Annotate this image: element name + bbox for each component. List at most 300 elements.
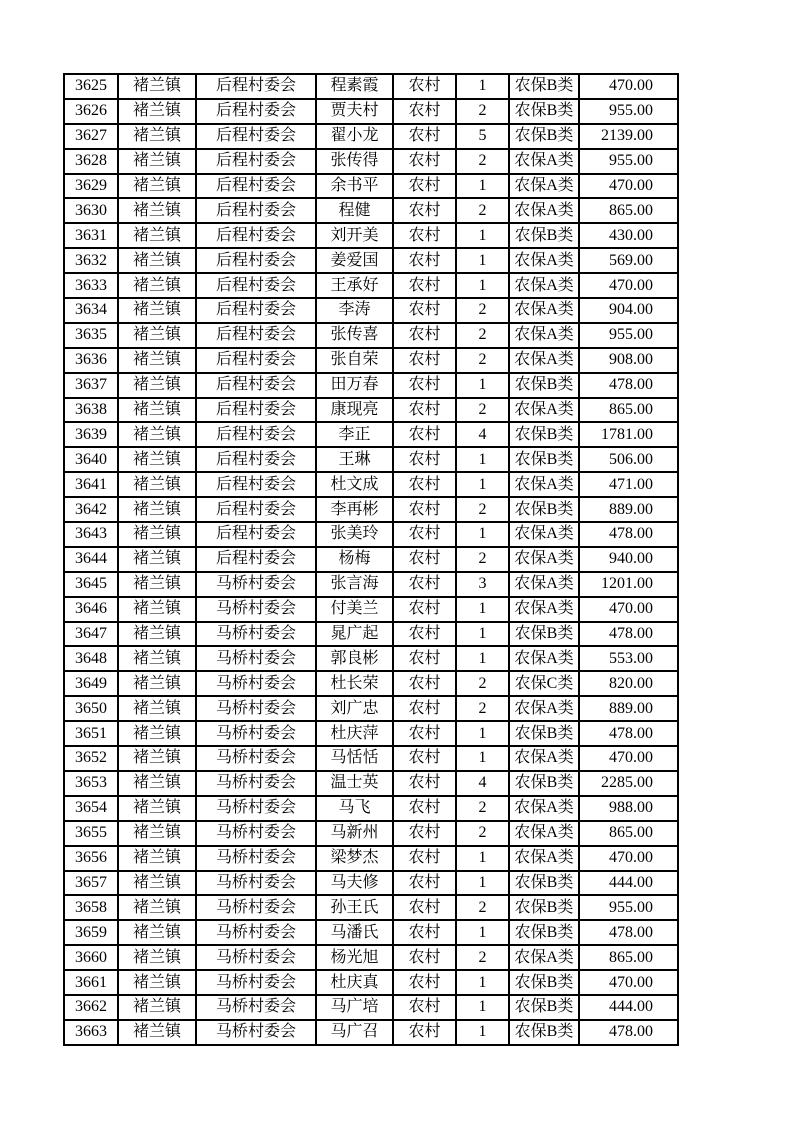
cell-person-count: 1 xyxy=(456,174,509,199)
cell-person-name: 李涛 xyxy=(316,298,393,323)
cell-person-name: 杨光旭 xyxy=(316,945,393,970)
cell-residence-type: 农村 xyxy=(393,746,456,771)
cell-town: 褚兰镇 xyxy=(118,547,196,572)
cell-person-count: 1 xyxy=(456,223,509,248)
cell-town: 褚兰镇 xyxy=(118,721,196,746)
cell-village-committee: 后程村委会 xyxy=(196,223,316,248)
table-row xyxy=(64,771,678,796)
cell-person-name: 张言海 xyxy=(316,572,393,597)
table-row xyxy=(64,895,678,920)
cell-person-count: 1 xyxy=(456,970,509,995)
cell-village-committee: 马桥村委会 xyxy=(196,746,316,771)
cell-insurance-category: 农保A类 xyxy=(509,696,579,721)
cell-town: 褚兰镇 xyxy=(118,472,196,497)
table-row xyxy=(64,422,678,447)
table-row xyxy=(64,373,678,398)
cell-insurance-category: 农保B类 xyxy=(509,223,579,248)
cell-person-name: 马恬恬 xyxy=(316,746,393,771)
cell-serial-number: 3656 xyxy=(64,846,118,871)
cell-insurance-category: 农保A类 xyxy=(509,821,579,846)
table-row xyxy=(64,497,678,522)
cell-amount: 430.00 xyxy=(579,223,678,248)
table-row xyxy=(64,1020,678,1045)
cell-amount: 471.00 xyxy=(579,472,678,497)
cell-amount: 955.00 xyxy=(579,323,678,348)
cell-amount: 2285.00 xyxy=(579,771,678,796)
cell-amount: 478.00 xyxy=(579,522,678,547)
cell-amount: 904.00 xyxy=(579,298,678,323)
cell-insurance-category: 农保B类 xyxy=(509,74,579,99)
cell-residence-type: 农村 xyxy=(393,422,456,447)
cell-insurance-category: 农保A类 xyxy=(509,547,579,572)
table-row xyxy=(64,198,678,223)
cell-village-committee: 后程村委会 xyxy=(196,273,316,298)
cell-residence-type: 农村 xyxy=(393,447,456,472)
cell-amount: 470.00 xyxy=(579,174,678,199)
cell-insurance-category: 农保B类 xyxy=(509,871,579,896)
cell-insurance-category: 农保A类 xyxy=(509,248,579,273)
cell-serial-number: 3637 xyxy=(64,373,118,398)
cell-person-name: 付美兰 xyxy=(316,597,393,622)
cell-person-name: 刘广忠 xyxy=(316,696,393,721)
cell-amount: 478.00 xyxy=(579,1020,678,1045)
cell-residence-type: 农村 xyxy=(393,348,456,373)
cell-person-name: 王琳 xyxy=(316,447,393,472)
cell-insurance-category: 农保A类 xyxy=(509,298,579,323)
cell-amount: 865.00 xyxy=(579,198,678,223)
cell-town: 褚兰镇 xyxy=(118,920,196,945)
table-row xyxy=(64,547,678,572)
cell-person-count: 3 xyxy=(456,572,509,597)
cell-serial-number: 3632 xyxy=(64,248,118,273)
cell-person-count: 1 xyxy=(456,74,509,99)
table-row xyxy=(64,472,678,497)
cell-village-committee: 后程村委会 xyxy=(196,547,316,572)
cell-village-committee: 马桥村委会 xyxy=(196,572,316,597)
cell-person-name: 田万春 xyxy=(316,373,393,398)
cell-person-count: 2 xyxy=(456,348,509,373)
cell-residence-type: 农村 xyxy=(393,323,456,348)
cell-town: 褚兰镇 xyxy=(118,522,196,547)
cell-person-name: 温士英 xyxy=(316,771,393,796)
table-row xyxy=(64,796,678,821)
cell-village-committee: 后程村委会 xyxy=(196,472,316,497)
cell-person-count: 2 xyxy=(456,149,509,174)
table-row xyxy=(64,622,678,647)
cell-village-committee: 后程村委会 xyxy=(196,398,316,423)
cell-serial-number: 3644 xyxy=(64,547,118,572)
cell-person-name: 马潘氏 xyxy=(316,920,393,945)
table-row xyxy=(64,970,678,995)
cell-amount: 553.00 xyxy=(579,646,678,671)
cell-person-name: 李正 xyxy=(316,422,393,447)
cell-insurance-category: 农保A类 xyxy=(509,597,579,622)
cell-town: 褚兰镇 xyxy=(118,622,196,647)
cell-residence-type: 农村 xyxy=(393,597,456,622)
cell-insurance-category: 农保A类 xyxy=(509,746,579,771)
cell-amount: 478.00 xyxy=(579,721,678,746)
cell-person-name: 刘开美 xyxy=(316,223,393,248)
table-row xyxy=(64,348,678,373)
table-row xyxy=(64,99,678,124)
cell-insurance-category: 农保A类 xyxy=(509,273,579,298)
cell-village-committee: 马桥村委会 xyxy=(196,821,316,846)
cell-serial-number: 3636 xyxy=(64,348,118,373)
cell-serial-number: 3663 xyxy=(64,1020,118,1045)
cell-town: 褚兰镇 xyxy=(118,373,196,398)
cell-person-count: 2 xyxy=(456,323,509,348)
cell-person-name: 马新州 xyxy=(316,821,393,846)
cell-village-committee: 马桥村委会 xyxy=(196,895,316,920)
cell-village-committee: 马桥村委会 xyxy=(196,721,316,746)
cell-serial-number: 3652 xyxy=(64,746,118,771)
pension-payment-table xyxy=(63,73,679,1046)
cell-village-committee: 后程村委会 xyxy=(196,422,316,447)
cell-residence-type: 农村 xyxy=(393,547,456,572)
cell-person-name: 杜庆真 xyxy=(316,970,393,995)
cell-insurance-category: 农保B类 xyxy=(509,895,579,920)
cell-village-committee: 马桥村委会 xyxy=(196,671,316,696)
cell-town: 褚兰镇 xyxy=(118,646,196,671)
cell-person-count: 1 xyxy=(456,846,509,871)
cell-amount: 865.00 xyxy=(579,945,678,970)
cell-person-count: 1 xyxy=(456,871,509,896)
cell-town: 褚兰镇 xyxy=(118,99,196,124)
table-row xyxy=(64,945,678,970)
cell-village-committee: 后程村委会 xyxy=(196,248,316,273)
table-row xyxy=(64,920,678,945)
cell-town: 褚兰镇 xyxy=(118,895,196,920)
cell-amount: 506.00 xyxy=(579,447,678,472)
cell-town: 褚兰镇 xyxy=(118,821,196,846)
cell-village-committee: 马桥村委会 xyxy=(196,995,316,1020)
cell-serial-number: 3648 xyxy=(64,646,118,671)
cell-amount: 889.00 xyxy=(579,497,678,522)
cell-amount: 1781.00 xyxy=(579,422,678,447)
cell-person-name: 康现亮 xyxy=(316,398,393,423)
cell-person-name: 马广召 xyxy=(316,1020,393,1045)
cell-town: 褚兰镇 xyxy=(118,447,196,472)
cell-insurance-category: 农保B类 xyxy=(509,1020,579,1045)
cell-amount: 470.00 xyxy=(579,746,678,771)
cell-serial-number: 3643 xyxy=(64,522,118,547)
cell-village-committee: 后程村委会 xyxy=(196,124,316,149)
cell-village-committee: 马桥村委会 xyxy=(196,622,316,647)
table-row xyxy=(64,522,678,547)
cell-person-name: 程素霞 xyxy=(316,74,393,99)
cell-person-name: 张自荣 xyxy=(316,348,393,373)
cell-residence-type: 农村 xyxy=(393,472,456,497)
cell-amount: 470.00 xyxy=(579,970,678,995)
cell-serial-number: 3650 xyxy=(64,696,118,721)
cell-insurance-category: 农保A类 xyxy=(509,472,579,497)
cell-village-committee: 后程村委会 xyxy=(196,174,316,199)
cell-town: 褚兰镇 xyxy=(118,174,196,199)
cell-amount: 865.00 xyxy=(579,398,678,423)
cell-residence-type: 农村 xyxy=(393,74,456,99)
table-row xyxy=(64,323,678,348)
cell-serial-number: 3629 xyxy=(64,174,118,199)
cell-town: 褚兰镇 xyxy=(118,497,196,522)
cell-amount: 470.00 xyxy=(579,597,678,622)
cell-serial-number: 3657 xyxy=(64,871,118,896)
table-row xyxy=(64,174,678,199)
cell-person-count: 2 xyxy=(456,547,509,572)
cell-insurance-category: 农保B类 xyxy=(509,99,579,124)
cell-person-count: 1 xyxy=(456,746,509,771)
cell-insurance-category: 农保A类 xyxy=(509,646,579,671)
cell-amount: 1201.00 xyxy=(579,572,678,597)
cell-person-name: 孙王氏 xyxy=(316,895,393,920)
cell-residence-type: 农村 xyxy=(393,522,456,547)
table-row xyxy=(64,871,678,896)
cell-town: 褚兰镇 xyxy=(118,223,196,248)
cell-village-committee: 后程村委会 xyxy=(196,323,316,348)
cell-residence-type: 农村 xyxy=(393,646,456,671)
table-row xyxy=(64,821,678,846)
table-row xyxy=(64,398,678,423)
cell-person-name: 张传喜 xyxy=(316,323,393,348)
cell-town: 褚兰镇 xyxy=(118,671,196,696)
cell-amount: 955.00 xyxy=(579,149,678,174)
cell-insurance-category: 农保B类 xyxy=(509,124,579,149)
cell-serial-number: 3647 xyxy=(64,622,118,647)
cell-person-count: 1 xyxy=(456,248,509,273)
cell-amount: 569.00 xyxy=(579,248,678,273)
cell-amount: 865.00 xyxy=(579,821,678,846)
cell-insurance-category: 农保A类 xyxy=(509,323,579,348)
cell-person-count: 2 xyxy=(456,99,509,124)
cell-village-committee: 后程村委会 xyxy=(196,149,316,174)
cell-town: 褚兰镇 xyxy=(118,746,196,771)
cell-amount: 889.00 xyxy=(579,696,678,721)
cell-village-committee: 后程村委会 xyxy=(196,99,316,124)
cell-insurance-category: 农保A类 xyxy=(509,198,579,223)
cell-residence-type: 农村 xyxy=(393,796,456,821)
cell-amount: 955.00 xyxy=(579,99,678,124)
cell-insurance-category: 农保A类 xyxy=(509,796,579,821)
cell-town: 褚兰镇 xyxy=(118,124,196,149)
cell-residence-type: 农村 xyxy=(393,497,456,522)
cell-serial-number: 3625 xyxy=(64,74,118,99)
cell-town: 褚兰镇 xyxy=(118,74,196,99)
cell-amount: 478.00 xyxy=(579,920,678,945)
cell-residence-type: 农村 xyxy=(393,572,456,597)
cell-insurance-category: 农保B类 xyxy=(509,771,579,796)
table-row xyxy=(64,447,678,472)
cell-residence-type: 农村 xyxy=(393,821,456,846)
cell-person-count: 2 xyxy=(456,945,509,970)
cell-insurance-category: 农保B类 xyxy=(509,422,579,447)
table-row xyxy=(64,74,678,99)
cell-residence-type: 农村 xyxy=(393,995,456,1020)
cell-village-committee: 马桥村委会 xyxy=(196,945,316,970)
cell-village-committee: 后程村委会 xyxy=(196,348,316,373)
cell-amount: 444.00 xyxy=(579,871,678,896)
cell-person-count: 1 xyxy=(456,522,509,547)
cell-village-committee: 马桥村委会 xyxy=(196,796,316,821)
cell-serial-number: 3662 xyxy=(64,995,118,1020)
table-row xyxy=(64,223,678,248)
cell-amount: 988.00 xyxy=(579,796,678,821)
cell-village-committee: 马桥村委会 xyxy=(196,597,316,622)
cell-person-count: 2 xyxy=(456,497,509,522)
cell-person-count: 1 xyxy=(456,273,509,298)
cell-village-committee: 马桥村委会 xyxy=(196,920,316,945)
cell-insurance-category: 农保B类 xyxy=(509,721,579,746)
table-row xyxy=(64,671,678,696)
cell-insurance-category: 农保A类 xyxy=(509,945,579,970)
cell-town: 褚兰镇 xyxy=(118,796,196,821)
cell-person-count: 2 xyxy=(456,696,509,721)
cell-residence-type: 农村 xyxy=(393,398,456,423)
cell-insurance-category: 农保A类 xyxy=(509,398,579,423)
cell-serial-number: 3654 xyxy=(64,796,118,821)
cell-town: 褚兰镇 xyxy=(118,945,196,970)
cell-person-count: 2 xyxy=(456,398,509,423)
cell-amount: 820.00 xyxy=(579,671,678,696)
cell-person-count: 1 xyxy=(456,373,509,398)
cell-residence-type: 农村 xyxy=(393,99,456,124)
table-row xyxy=(64,273,678,298)
cell-person-count: 1 xyxy=(456,447,509,472)
cell-residence-type: 农村 xyxy=(393,248,456,273)
table-row xyxy=(64,646,678,671)
cell-town: 褚兰镇 xyxy=(118,572,196,597)
table-row xyxy=(64,248,678,273)
cell-village-committee: 马桥村委会 xyxy=(196,771,316,796)
cell-person-name: 程健 xyxy=(316,198,393,223)
cell-person-count: 1 xyxy=(456,472,509,497)
cell-residence-type: 农村 xyxy=(393,174,456,199)
cell-insurance-category: 农保A类 xyxy=(509,846,579,871)
cell-insurance-category: 农保B类 xyxy=(509,970,579,995)
cell-town: 褚兰镇 xyxy=(118,348,196,373)
cell-residence-type: 农村 xyxy=(393,945,456,970)
cell-town: 褚兰镇 xyxy=(118,422,196,447)
cell-serial-number: 3641 xyxy=(64,472,118,497)
cell-amount: 470.00 xyxy=(579,846,678,871)
cell-insurance-category: 农保B类 xyxy=(509,497,579,522)
cell-village-committee: 后程村委会 xyxy=(196,74,316,99)
cell-residence-type: 农村 xyxy=(393,846,456,871)
cell-serial-number: 3661 xyxy=(64,970,118,995)
cell-residence-type: 农村 xyxy=(393,622,456,647)
cell-serial-number: 3635 xyxy=(64,323,118,348)
cell-person-name: 杨梅 xyxy=(316,547,393,572)
cell-insurance-category: 农保B类 xyxy=(509,447,579,472)
cell-insurance-category: 农保A类 xyxy=(509,174,579,199)
table-row xyxy=(64,721,678,746)
cell-village-committee: 马桥村委会 xyxy=(196,646,316,671)
table-row xyxy=(64,572,678,597)
cell-amount: 2139.00 xyxy=(579,124,678,149)
cell-serial-number: 3634 xyxy=(64,298,118,323)
cell-serial-number: 3631 xyxy=(64,223,118,248)
cell-town: 褚兰镇 xyxy=(118,970,196,995)
cell-insurance-category: 农保B类 xyxy=(509,373,579,398)
cell-residence-type: 农村 xyxy=(393,149,456,174)
cell-person-name: 郭良彬 xyxy=(316,646,393,671)
cell-amount: 478.00 xyxy=(579,373,678,398)
cell-village-committee: 后程村委会 xyxy=(196,447,316,472)
table-row xyxy=(64,597,678,622)
cell-residence-type: 农村 xyxy=(393,871,456,896)
cell-person-count: 2 xyxy=(456,198,509,223)
cell-residence-type: 农村 xyxy=(393,373,456,398)
table-row xyxy=(64,846,678,871)
cell-person-name: 杜庆萍 xyxy=(316,721,393,746)
cell-person-name: 姜爱国 xyxy=(316,248,393,273)
table-row xyxy=(64,696,678,721)
cell-person-name: 晁广起 xyxy=(316,622,393,647)
cell-insurance-category: 农保C类 xyxy=(509,671,579,696)
cell-insurance-category: 农保A类 xyxy=(509,149,579,174)
cell-village-committee: 后程村委会 xyxy=(196,373,316,398)
table-row xyxy=(64,995,678,1020)
cell-residence-type: 农村 xyxy=(393,223,456,248)
cell-insurance-category: 农保A类 xyxy=(509,522,579,547)
cell-serial-number: 3658 xyxy=(64,895,118,920)
cell-person-count: 4 xyxy=(456,422,509,447)
cell-residence-type: 农村 xyxy=(393,198,456,223)
cell-amount: 908.00 xyxy=(579,348,678,373)
cell-town: 褚兰镇 xyxy=(118,995,196,1020)
cell-residence-type: 农村 xyxy=(393,920,456,945)
cell-person-count: 2 xyxy=(456,895,509,920)
cell-person-count: 1 xyxy=(456,622,509,647)
cell-serial-number: 3627 xyxy=(64,124,118,149)
cell-village-committee: 马桥村委会 xyxy=(196,846,316,871)
cell-insurance-category: 农保A类 xyxy=(509,348,579,373)
cell-residence-type: 农村 xyxy=(393,970,456,995)
cell-village-committee: 后程村委会 xyxy=(196,522,316,547)
cell-town: 褚兰镇 xyxy=(118,323,196,348)
cell-serial-number: 3659 xyxy=(64,920,118,945)
cell-person-name: 李再彬 xyxy=(316,497,393,522)
cell-person-count: 2 xyxy=(456,671,509,696)
cell-person-count: 1 xyxy=(456,721,509,746)
cell-serial-number: 3646 xyxy=(64,597,118,622)
cell-person-count: 2 xyxy=(456,821,509,846)
cell-amount: 940.00 xyxy=(579,547,678,572)
table-row xyxy=(64,124,678,149)
cell-person-name: 杜文成 xyxy=(316,472,393,497)
cell-town: 褚兰镇 xyxy=(118,273,196,298)
cell-village-committee: 马桥村委会 xyxy=(196,696,316,721)
cell-town: 褚兰镇 xyxy=(118,771,196,796)
cell-town: 褚兰镇 xyxy=(118,398,196,423)
cell-person-count: 2 xyxy=(456,298,509,323)
cell-serial-number: 3651 xyxy=(64,721,118,746)
cell-person-count: 1 xyxy=(456,995,509,1020)
cell-village-committee: 马桥村委会 xyxy=(196,970,316,995)
cell-person-name: 张传得 xyxy=(316,149,393,174)
table-body xyxy=(64,74,678,1045)
cell-residence-type: 农村 xyxy=(393,696,456,721)
cell-village-committee: 后程村委会 xyxy=(196,497,316,522)
cell-serial-number: 3640 xyxy=(64,447,118,472)
cell-amount: 444.00 xyxy=(579,995,678,1020)
cell-residence-type: 农村 xyxy=(393,124,456,149)
cell-town: 褚兰镇 xyxy=(118,198,196,223)
cell-serial-number: 3626 xyxy=(64,99,118,124)
cell-residence-type: 农村 xyxy=(393,273,456,298)
cell-town: 褚兰镇 xyxy=(118,846,196,871)
table-row xyxy=(64,298,678,323)
cell-person-name: 王承好 xyxy=(316,273,393,298)
cell-person-count: 5 xyxy=(456,124,509,149)
